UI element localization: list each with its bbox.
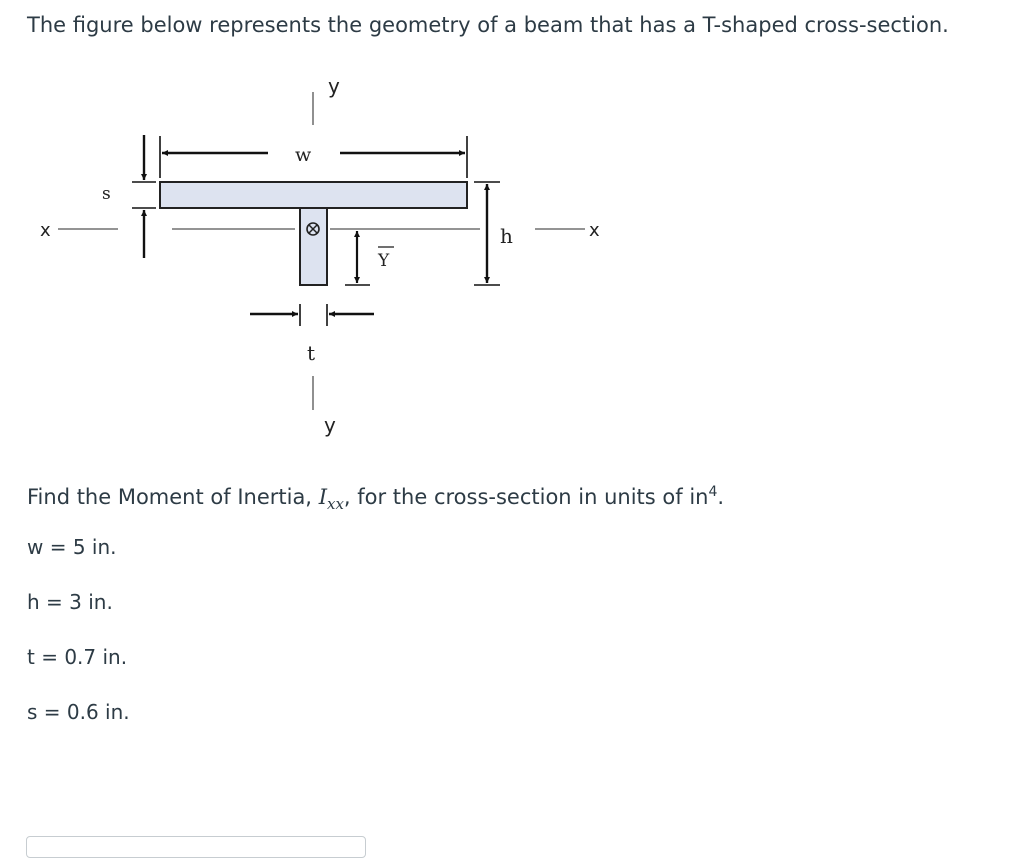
param-t: t = 0.7 in. xyxy=(27,645,128,669)
param-w: w = 5 in. xyxy=(27,535,117,559)
question-text xyxy=(27,476,724,520)
inertia-symbol: I xyxy=(318,485,327,509)
flange xyxy=(160,182,467,208)
intro-text: The figure below represents the geometry of a beam that has a T-shaped cross-section. xyxy=(27,13,949,37)
question-prefix: Find the Moment of Inertia, xyxy=(27,485,312,509)
h-label: h xyxy=(500,224,513,248)
ybar-label: Y xyxy=(378,251,390,271)
x-axis-right-label: x xyxy=(589,220,600,241)
t-label: t xyxy=(307,341,316,365)
w-label: w xyxy=(295,144,312,166)
s-label: s xyxy=(102,184,111,204)
inertia-subscript: xx xyxy=(326,495,344,514)
units-superscript: 4 xyxy=(708,484,718,500)
x-axis-left-label: x xyxy=(40,220,51,241)
y-axis-top-label: y xyxy=(328,74,340,98)
question-suffix: . xyxy=(717,485,725,509)
y-axis-bottom-label: y xyxy=(324,413,336,437)
question-middle: , for the cross-section in units of in xyxy=(343,485,709,509)
param-s: s = 0.6 in. xyxy=(27,700,130,724)
answer-input[interactable] xyxy=(26,836,366,858)
web xyxy=(300,208,327,285)
param-h: h = 3 in. xyxy=(27,590,113,614)
